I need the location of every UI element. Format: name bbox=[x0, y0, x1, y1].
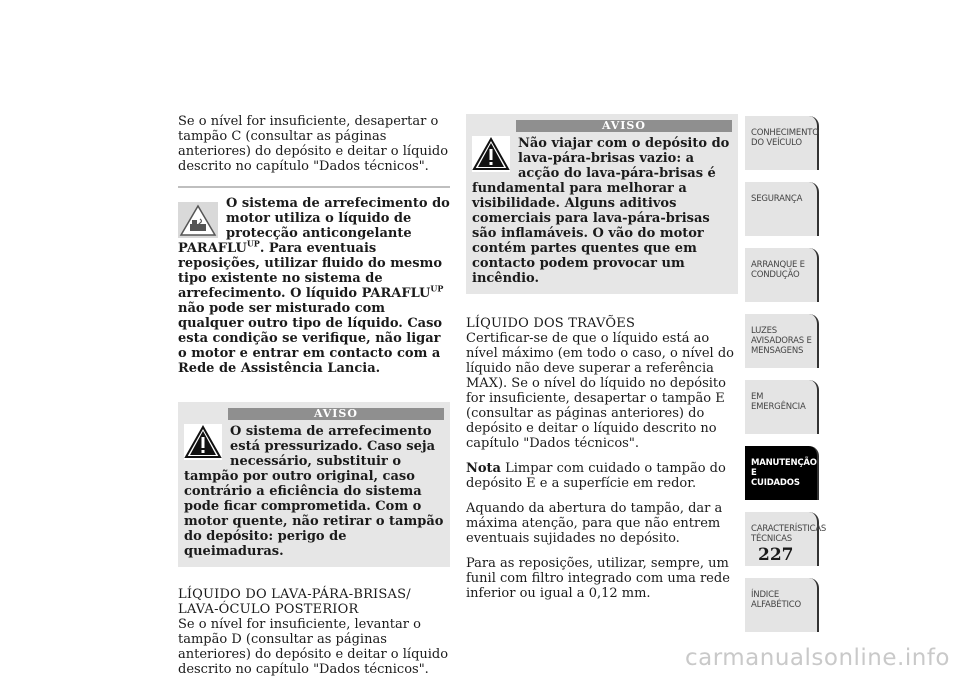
tab-label: CARACTERÍSTICAS TÉCNICAS bbox=[751, 524, 827, 544]
tab-luzes-avisadoras[interactable] bbox=[745, 314, 819, 368]
tab-label: ÍNDICE ALFABÉTICO bbox=[751, 590, 802, 610]
note-superscript-1: UP bbox=[246, 238, 260, 249]
left-column bbox=[178, 114, 450, 677]
tab-arranque-e-conducao[interactable] bbox=[745, 248, 819, 302]
warning-triangle-icon bbox=[472, 136, 510, 172]
tab-label: SEGURANÇA bbox=[751, 194, 803, 204]
tab-label: LUZES AVISADORAS E MENSAGENS bbox=[751, 326, 812, 356]
warning-text: Não viajar com o depósito do lava-pára-brisas vazio: a acção do lava-pára-brisas é fundamental para melhorar a visibilidade. Alguns aditivos comerciais para lava-pára-brisas são inflamáveis. O vão do motor contém partes quentes que em contacto podem provocar um incêndio. bbox=[472, 136, 730, 286]
watermark-text: carmanualsonline.info bbox=[684, 645, 950, 671]
tab-label: ARRANQUE E CONDUÇÃO bbox=[751, 260, 805, 280]
warning-header: AVISO bbox=[516, 120, 732, 132]
page-number: 227 bbox=[758, 545, 794, 565]
right-column bbox=[466, 114, 738, 601]
warning-text: O sistema de arrefecimento está pressurizado. Caso seja necessário, substituir o tampão por outro original, caso contrário a eficiência do sistema pode ficar comprometida. Com o motor quente, não retirar o tampão do depósito: perigo de queimaduras. bbox=[184, 424, 444, 559]
warning-triangle-icon bbox=[184, 424, 222, 460]
coolant-note bbox=[178, 186, 450, 380]
note-text-part-3: não pode ser misturado com qualquer outro tipo de líquido. Caso esta condição se verifique, não ligar o motor e entrar em contacto com a Rede de Assistência Lancia. bbox=[178, 301, 443, 376]
tab-conhecimento-do-veiculo[interactable] bbox=[745, 116, 819, 170]
washer-fluid-heading: LÍQUIDO DO LAVA-PÁRA-BRISAS/ LAVA-ÓCULO POSTERIOR bbox=[178, 587, 411, 617]
brake-fluid-paragraph: Certificar-se de que o líquido está ao nível máximo (em todo o caso, o nível do líquido não deve superar a referência MAX). Se o nível do líquido no depósito for insuficiente, desapertar o tampão E (consultar as páginas anteriores) do depósito e deitar o líquido descrito no capítulo "Dados técnicos". bbox=[466, 331, 734, 451]
brake-funnel-paragraph: Para as reposições, utilizar, sempre, um funil com filtro integrado com uma rede inferior ou igual a 0,12 mm. bbox=[466, 556, 730, 601]
note-superscript-2: UP bbox=[430, 283, 444, 294]
tab-manutencao-e-cuidados[interactable] bbox=[745, 446, 819, 500]
coolant-note-text bbox=[178, 196, 450, 376]
brake-fluid-heading: LÍQUIDO DOS TRAVÕES bbox=[466, 316, 636, 331]
tab-label: CONHECIMENTO DO VEÍCULO bbox=[751, 128, 819, 148]
washer-fluid-paragraph: Se o nível for insuficiente, levantar o tampão D (consultar as páginas anteriores) do depósito e deitar o líquido descrito no capítulo "Dados técnicos". bbox=[178, 617, 449, 677]
tab-seguranca[interactable] bbox=[745, 182, 819, 236]
engine-coolant-icon bbox=[178, 202, 218, 238]
coolant-warning bbox=[178, 402, 450, 567]
washer-warning bbox=[466, 114, 738, 294]
brake-note bbox=[466, 461, 738, 491]
coolant-paragraph: Se o nível for insuficiente, desapertar o tampão C (consultar as páginas anteriores) do depósito e deitar o líquido descrito no capítulo "Dados técnicos". bbox=[178, 114, 449, 174]
nota-label: Nota bbox=[466, 461, 501, 476]
note-text-part-1: O sistema de arrefecimento do motor utiliza o líquido de protecção anticongelante PARAFLU bbox=[178, 196, 450, 256]
tab-indice-alfabetico[interactable] bbox=[745, 578, 819, 632]
tab-label: EM EMERGÊNCIA bbox=[751, 392, 806, 412]
tab-em-emergencia[interactable] bbox=[745, 380, 819, 434]
warning-header: AVISO bbox=[228, 408, 444, 420]
brake-cap-paragraph: Aquando da abertura do tampão, dar a máxima atenção, para que não entrem eventuais sujidades no depósito. bbox=[466, 501, 723, 546]
note-text-part-2: . Para eventuais reposições, utilizar fluido do mesmo tipo existente no sistema de arrefecimento. O líquido PARAFLU bbox=[178, 241, 443, 301]
tab-label: MANUTENÇÃO E CUIDADOS bbox=[751, 458, 817, 488]
nota-text: Limpar com cuidado o tampão do depósito E e a superfície em redor. bbox=[466, 461, 726, 491]
